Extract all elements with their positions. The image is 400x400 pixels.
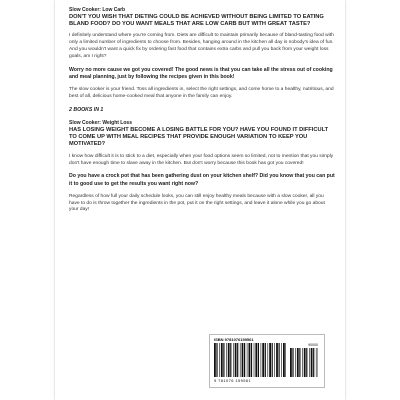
section1-paragraph-2: The slow cooker is your friend. Toss all ingredients in, select the right settings, and come home to a healthy, nutritious, and best of all, delicious home-cooked meal that anyone in the family can enjoy.: [69, 87, 334, 100]
section1-bold-paragraph: Worry no more cause we got you covered! The good news is that you can take all the stress out of cooking and meal planning, just by following the recipes given in this book!: [69, 67, 333, 81]
barcode-block: [209, 334, 325, 388]
section2-headline: HAS LOSING WEIGHT BECOME A LOSING BATTLE FOR YOU? HAVE YOU FOUND IT DIFFICULT TO COME UP WITH MEAL RECIPES THAT PROVIDE ENOUGH VARIATION TO KEEP YOU MOTIVATED?: [69, 127, 329, 148]
barcode-bars: [214, 343, 286, 377]
section2-paragraph-2: Regardless of how full your daily schedule looks, you can still enjoy healthy meals because with a slow cooker, all you have to do is throw together the ingredients in the pot, put it on the right settings, and leave it alone while you go about your day!: [69, 193, 325, 213]
section1-headline: DON'T YOU WISH THAT DIETING COULD BE ACHIEVED WITHOUT BEING LIMITED TO EATING BLAND FOOD? DO YOU WANT MEALS THAT ARE LOW CARB BUT WITH GREAT TASTE?: [69, 14, 324, 28]
cover-text: [55, 0, 345, 214]
barcode-number: 9 781076 159561: [214, 378, 252, 383]
section2-paragraph-1: I know how difficult it is to stick to a diet, especially when your food options seem so limited, not to mention that you simply don't have enough time to slave away in the kitchen. But don't worry because this book has got you covered!: [69, 153, 334, 166]
book-back-cover: [55, 0, 345, 400]
section2-bold-paragraph: Do you have a crock pot that has been gathering dust on your kitchen shelf? Did you know that you can put it to good use to get the results you want right now?: [69, 173, 335, 187]
section2-title: Slow Cooker: Weight Loss: [69, 120, 132, 127]
section1-paragraph-1: I definitely understand where you're coming from. Diets are difficult to maintain primarily because of bland-tasting food with only a limited number of ingredients to choose from. Besides, hanging around in the kitchen all day is nobody's idea of fun. And you wouldn't want a quick fix by ordering fast food that contains extra carbs and pull you back from your weight loss goals, am I right?: [69, 33, 334, 60]
section1-title: Slow Cooker: Low Carb: [69, 7, 126, 13]
barcode-addon-bars: [290, 348, 318, 377]
isbn-label: ISBN 9781076159561: [214, 337, 254, 342]
books-in-one-label: 2 BOOKS IN 1: [69, 107, 104, 114]
price-code: 90000: [308, 343, 318, 347]
